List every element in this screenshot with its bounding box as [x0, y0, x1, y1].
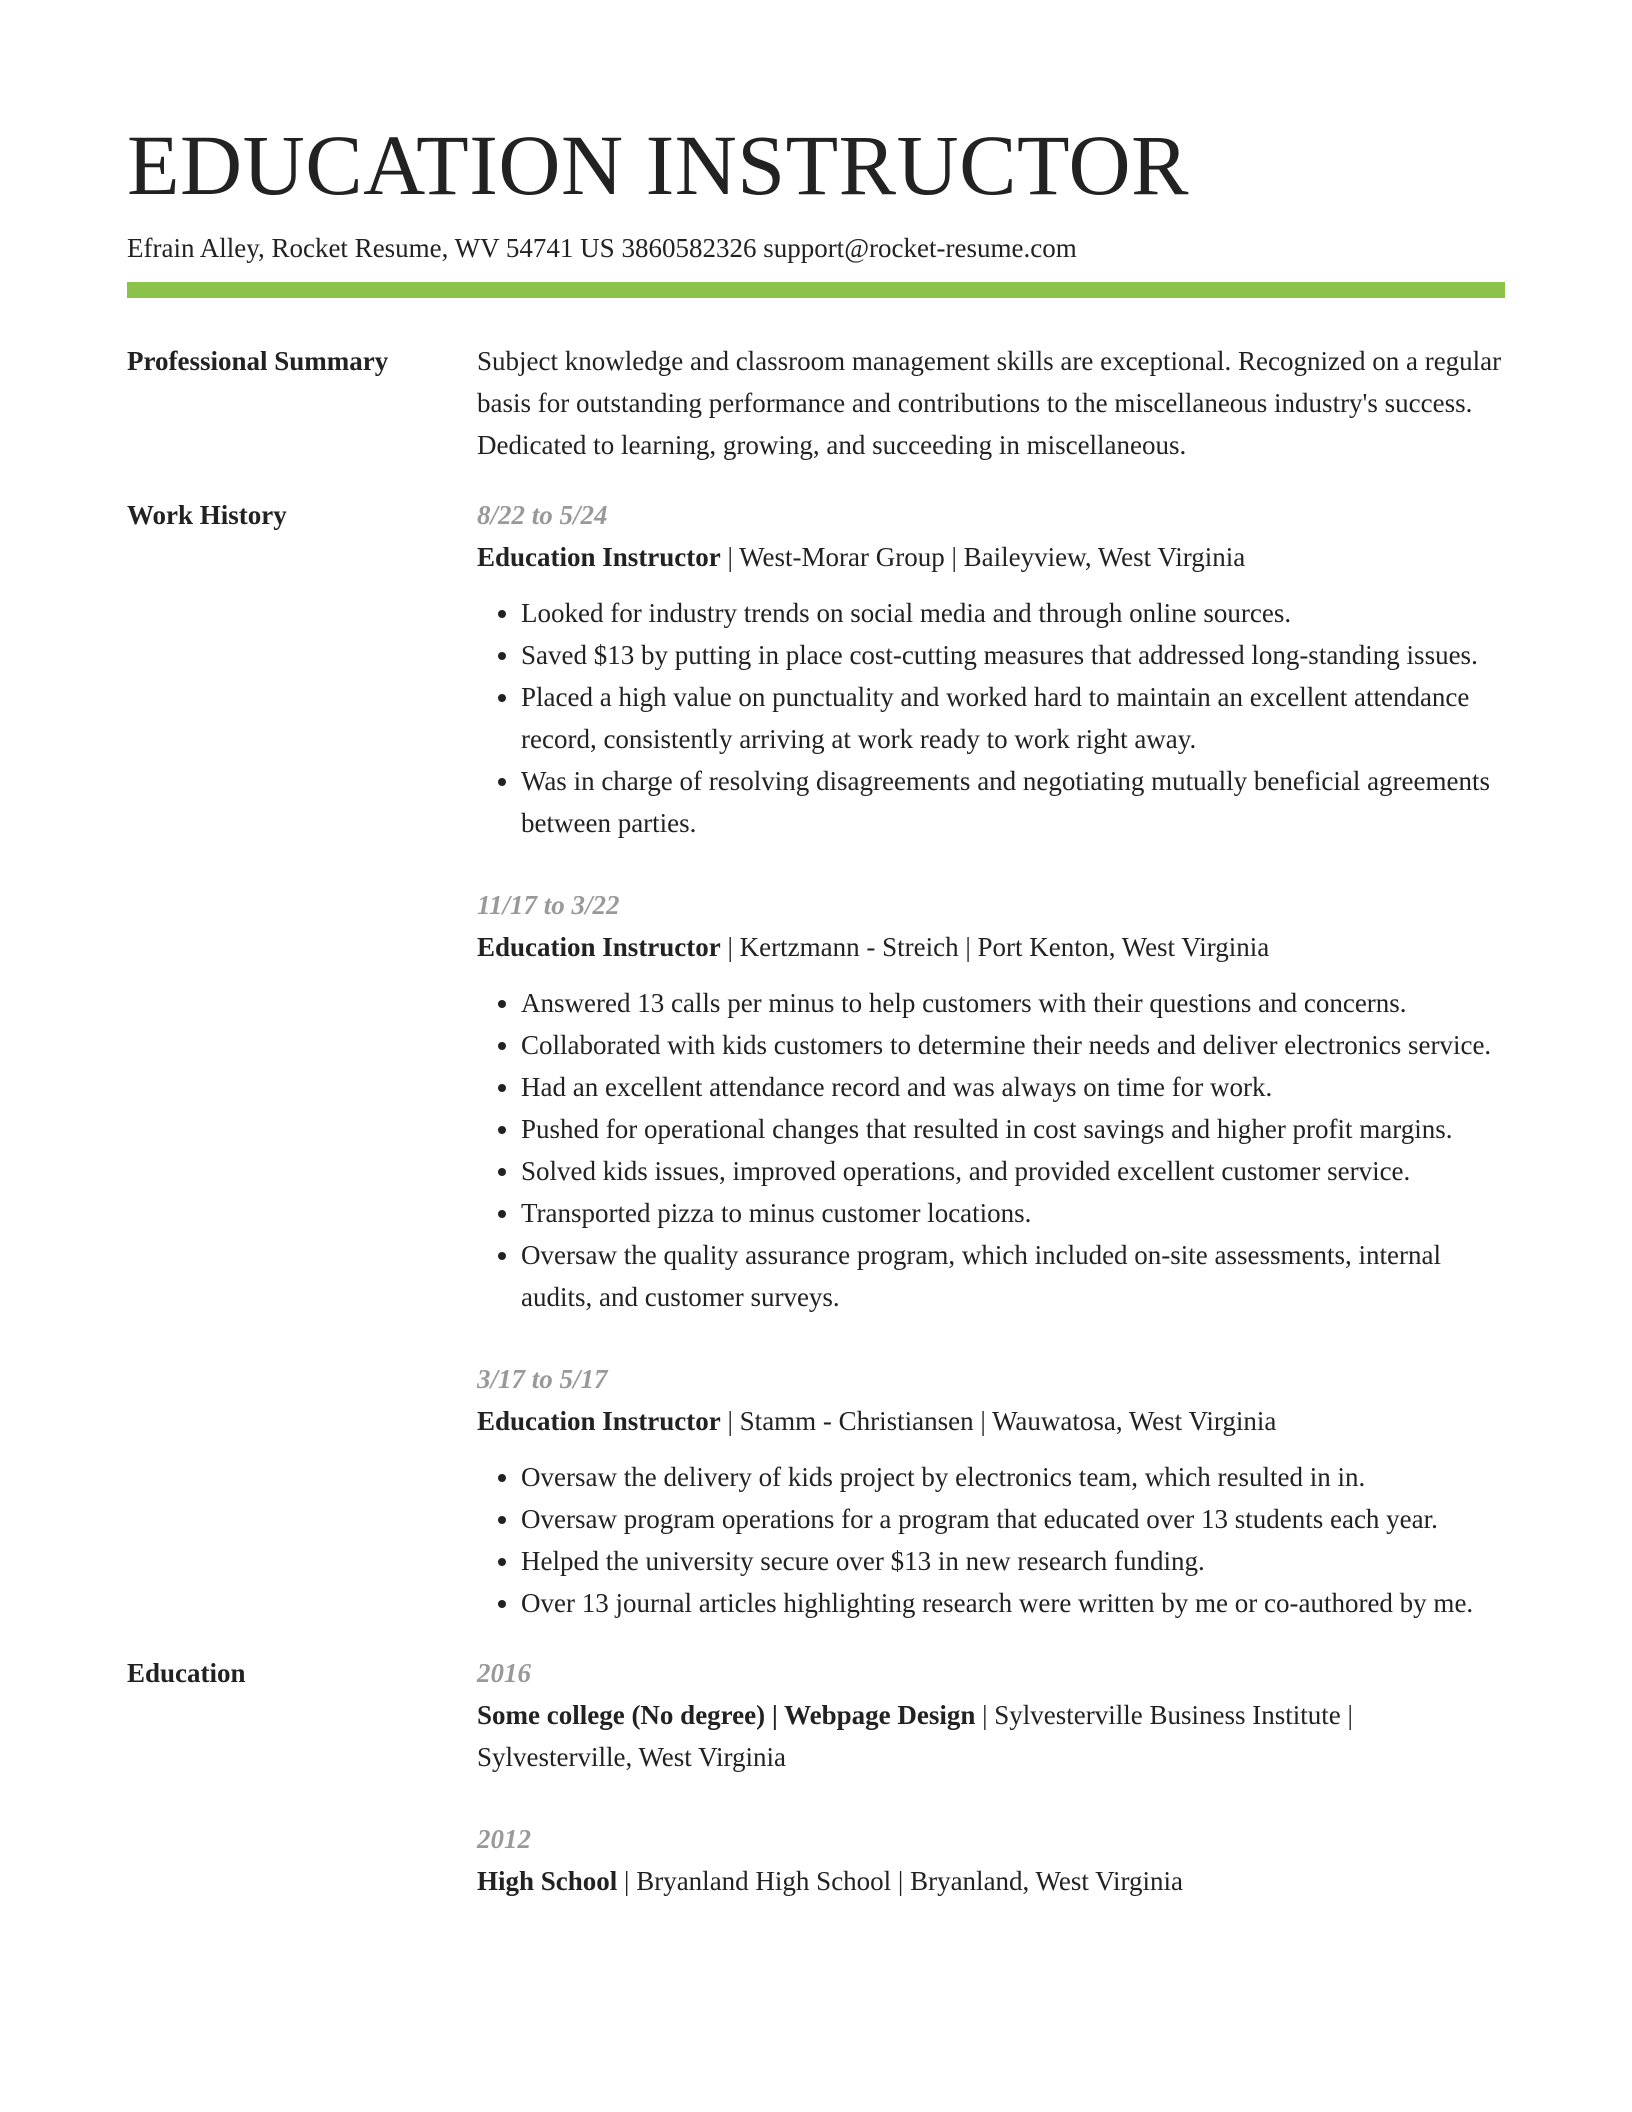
education-details: | Sylvesterville Business Institute | Sylvesterville, West Virginia: [477, 1699, 1353, 1772]
job-role: Education Instructor: [477, 541, 721, 572]
list-item: • Pushed for operational changes that resulted in cost savings and higher profit margins.: [521, 1108, 1505, 1150]
list-item: • Oversaw the quality assurance program, which included on-site assessments, internal audits, and customer surveys.: [521, 1234, 1505, 1318]
education-year: 2016: [477, 1657, 531, 1688]
job-dates: 11/17 to 3/22: [477, 889, 620, 920]
list-item: • Oversaw the delivery of kids project by electronics team, which resulted in in.: [521, 1456, 1505, 1498]
education-details: | Bryanland High School | Bryanland, West Virginia: [617, 1865, 1184, 1896]
list-item: • Placed a high value on punctuality and worked hard to maintain an excellent attendance record, consistently arriving at work ready to work right away.: [521, 676, 1505, 760]
job-details: | Stamm - Christiansen | Wauwatosa, West Virginia: [720, 1405, 1277, 1436]
job-details: | West-Morar Group | Baileyview, West Virginia: [720, 541, 1246, 572]
education-entry: [477, 1652, 1505, 1778]
summary-text: Subject knowledge and classroom management skills are exceptional. Recognized on a regular basis for outstanding performance and contributions to the miscellaneous industry's success. Dedicated to learning, growing, and succeeding in miscellaneous.: [477, 345, 1502, 460]
section-label-work-history: Work History: [127, 499, 287, 530]
list-item: • Transported pizza to minus customer locations.: [521, 1192, 1505, 1234]
job-heading: [477, 536, 1505, 578]
work-history-list: [477, 494, 1505, 1652]
list-item: • Answered 13 calls per minus to help customers with their questions and concerns.: [521, 982, 1505, 1024]
work-history-section: [127, 494, 1505, 1652]
job-heading: [477, 926, 1505, 968]
list-item: • Oversaw program operations for a program that educated over 13 students each year.: [521, 1498, 1505, 1540]
list-item: • Solved kids issues, improved operations, and provided excellent customer service.: [521, 1150, 1505, 1192]
education-heading: [477, 1860, 1505, 1902]
list-item: • Looked for industry trends on social media and through online sources.: [521, 592, 1505, 634]
job-role: Education Instructor: [477, 1405, 721, 1436]
accent-divider: [127, 282, 1505, 298]
job-role: Education Instructor: [477, 931, 721, 962]
job-details: | Kertzmann - Streich | Port Kenton, West Virginia: [720, 931, 1270, 962]
education-entry: [477, 1818, 1505, 1902]
job-bullets: [477, 982, 1505, 1318]
contact-line: Efrain Alley, Rocket Resume, WV 54741 US 3860582326 support@rocket-resume.com: [127, 232, 1077, 263]
education-heading: [477, 1694, 1505, 1778]
list-item: • Collaborated with kids customers to determine their needs and deliver electronics service.: [521, 1024, 1505, 1066]
list-item: • Was in charge of resolving disagreements and negotiating mutually beneficial agreements between parties.: [521, 760, 1505, 844]
list-item: • Helped the university secure over $13 in new research funding.: [521, 1540, 1505, 1582]
job-dates: 8/22 to 5/24: [477, 499, 608, 530]
education-degree: Some college (No degree) | Webpage Design: [477, 1699, 976, 1730]
resume-title: EDUCATION INSTRUCTOR: [127, 117, 1189, 213]
education-degree: High School: [477, 1865, 618, 1896]
education-list: [477, 1652, 1505, 1942]
education-year: 2012: [477, 1823, 531, 1854]
section-label-education: Education: [127, 1657, 246, 1688]
list-item: • Saved $13 by putting in place cost-cutting measures that addressed long-standing issues.: [521, 634, 1505, 676]
job-bullets: [477, 1456, 1505, 1624]
job-bullets: [477, 592, 1505, 844]
job-entry: [477, 494, 1505, 844]
list-item: • Over 13 journal articles highlighting research were written by me or co-authored by me.: [521, 1582, 1505, 1624]
list-item: • Had an excellent attendance record and was always on time for work.: [521, 1066, 1505, 1108]
job-entry: [477, 1358, 1505, 1624]
summary-section: [127, 340, 1505, 466]
job-entry: [477, 884, 1505, 1318]
job-dates: 3/17 to 5/17: [477, 1363, 608, 1394]
job-heading: [477, 1400, 1505, 1442]
education-section: [127, 1652, 1505, 1942]
section-label-summary: Professional Summary: [127, 345, 389, 376]
